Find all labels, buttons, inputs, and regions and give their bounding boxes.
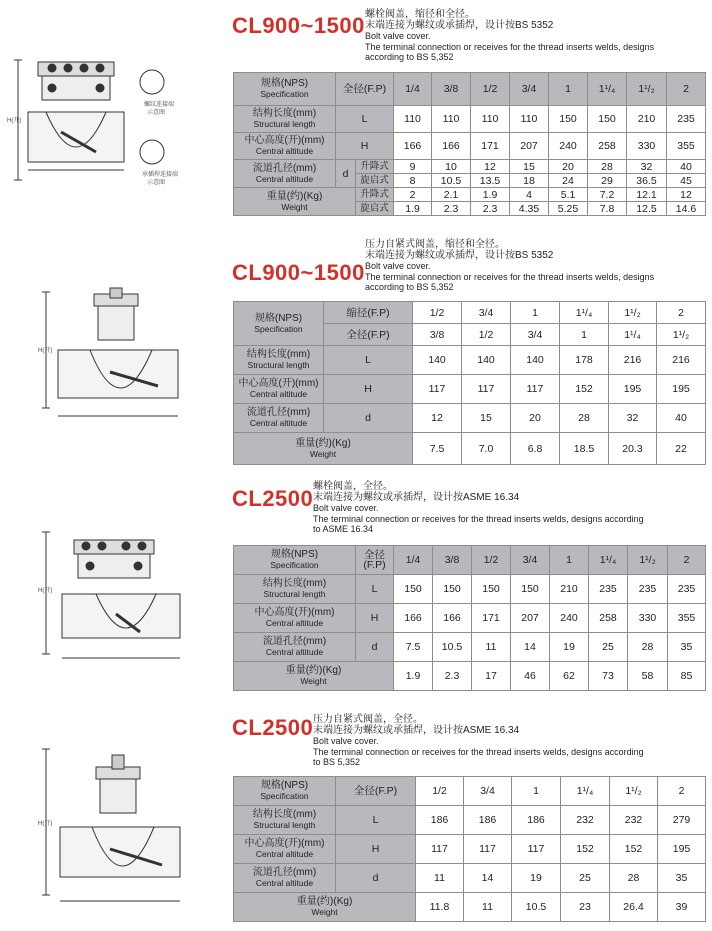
size-cell: 3/4 [462,302,511,324]
value-cell: 8 [394,174,432,188]
value-cell: 330 [628,604,668,633]
spec-label-cn: 规格(NPS) [260,780,309,791]
value-cell: 235 [667,106,706,133]
value-cell: 2.3 [433,662,472,691]
row-label-en: Weight [309,448,337,459]
value-cell: 73 [589,662,628,691]
row-label-cn: 重量(约)(Kg) [266,190,323,202]
value-cell: 9 [394,160,432,174]
value-cell: 23 [561,893,610,922]
value-cell: 210 [627,106,667,133]
value-cell: 13.5 [471,174,510,188]
value-cell: 207 [510,133,549,160]
value-cell: 210 [550,575,589,604]
desc-line: The terminal connection or receives for the thread inserts welds, designs according [313,746,644,757]
row-label-cn: 结构长度(mm) [246,349,311,360]
desc-line: according to BS 5,352 [365,52,454,62]
value-cell: 150 [549,106,588,133]
row-label [234,404,324,433]
desc-line: Bolt valve cover. [313,503,379,513]
row-label [234,864,336,893]
value-cell: 166 [394,604,433,633]
bore-type-label: 全径(F.P) [356,546,394,575]
value-cell: 150 [433,575,472,604]
value-cell: 18 [510,174,549,188]
size-cell: 1¹/₄ [609,324,657,346]
spec-table [233,72,706,216]
value-cell: 150 [472,575,511,604]
spec-table [233,776,706,922]
spec-header-cell [234,777,336,806]
sub-type-label: 旋启式 [356,202,394,216]
desc-line: to ASME 16.34 [313,524,374,534]
value-cell: 2 [394,188,432,202]
value-cell: 258 [588,133,627,160]
value-cell: 10.5 [433,633,472,662]
row-symbol: H [324,375,413,404]
spec-label-cn: 规格(NPS) [270,549,319,560]
value-cell: 58 [628,662,668,691]
section-description [365,240,710,293]
size-cell: 3/8 [433,546,472,575]
value-cell: 85 [668,662,706,691]
row-label-en: Central altitude [255,146,314,156]
size-cell: 1¹/₂ [610,777,658,806]
value-cell: 171 [472,604,511,633]
size-cell: 1/2 [472,546,511,575]
row-label [234,160,336,188]
value-cell: 140 [462,346,511,375]
value-cell: 17 [472,662,511,691]
size-cell: 1/2 [413,302,462,324]
size-cell: 1 [511,302,560,324]
value-cell: 7.0 [462,433,511,465]
value-cell: 29 [588,174,627,188]
value-cell: 10.5 [432,174,471,188]
value-cell: 2.3 [432,202,471,216]
valve-drawing-pressure-seal-cl2500 [40,745,210,925]
value-cell: 110 [510,106,549,133]
size-cell: 1¹/₂ [657,324,706,346]
value-cell: 14.6 [667,202,706,216]
desc-line: 螺栓阀盖，缩径和全径。 [365,9,475,20]
row-label-en: Structural length [247,360,310,370]
row-label-cn: 中心高度(开)(mm) [244,135,325,146]
value-cell: 11 [472,633,511,662]
valve-drawing-pressure-seal [40,288,210,438]
spec-label-en: Specification [270,560,319,570]
spec-label-en: Specification [254,323,303,334]
height-label: H(开) [38,588,53,594]
section-description [313,715,710,768]
size-cell: 3/8 [432,73,471,106]
value-cell: 15 [510,160,549,174]
desc-line: 压力自紧式阀盖，缩径和全径。 [365,239,505,250]
section-description [365,10,710,63]
value-cell: 5.25 [549,202,588,216]
row-symbol: H [356,604,394,633]
value-cell: 2.3 [471,202,510,216]
value-cell: 14 [464,864,512,893]
value-cell: 110 [432,106,471,133]
value-cell: 117 [464,835,512,864]
value-cell: 232 [610,806,658,835]
value-cell: 117 [413,375,462,404]
value-cell: 14 [511,633,550,662]
sub-type-label: 升降式 [356,160,394,174]
value-cell: 4.35 [510,202,549,216]
sub-type-label: 旋启式 [356,174,394,188]
value-cell: 117 [511,375,560,404]
size-cell: 1 [549,73,588,106]
spec-label-en: Specification [260,791,309,801]
note-threaded-sub: 示意图 [147,110,166,116]
note-socket-sub: 示意图 [147,180,166,186]
height-label: H(开) [38,821,53,827]
size-cell: 1/2 [471,73,510,106]
size-cell: 1/4 [394,73,432,106]
spec-table [233,545,706,691]
value-cell: 235 [589,575,628,604]
size-cell: 1 [512,777,561,806]
row-label-en: Central altitude [255,849,314,859]
size-cell: 3/4 [511,324,560,346]
row-symbol: d [336,160,356,188]
value-cell: 40 [667,160,706,174]
value-cell: 45 [667,174,706,188]
value-cell: 216 [657,346,706,375]
value-cell: 11 [464,893,512,922]
value-cell: 195 [657,375,706,404]
value-cell: 186 [512,806,561,835]
value-cell: 152 [561,835,610,864]
desc-line: Bolt valve cover. [365,261,431,271]
value-cell: 24 [549,174,588,188]
value-cell: 11.8 [416,893,464,922]
value-cell: 240 [549,133,588,160]
value-cell: 62 [550,662,589,691]
value-cell: 195 [658,835,706,864]
value-cell: 39 [658,893,706,922]
value-cell: 10.5 [512,893,561,922]
value-cell: 152 [610,835,658,864]
row-label [234,662,394,691]
row-label-cn: 重量(约)(Kg) [295,437,351,449]
value-cell: 12 [667,188,706,202]
value-cell: 235 [668,575,706,604]
row-label-en: Central altitude [255,878,314,888]
section-description [313,482,710,535]
value-cell: 35 [668,633,706,662]
sub-type-label: 升降式 [356,188,394,202]
valve-drawing-bolted-cl2500 [40,528,210,688]
row-label-cn: 结构长度(mm) [252,809,317,820]
value-cell: 195 [609,375,657,404]
row-label-en: Weight [281,201,308,212]
section-cl2500-pressure-seal [0,707,712,931]
size-cell: 1 [560,324,609,346]
desc-line: Bolt valve cover. [313,736,379,746]
row-symbol: d [324,404,413,433]
value-cell: 35 [658,864,706,893]
row-label-cn: 流道孔径(mm) [252,162,317,174]
row-label [234,188,356,216]
value-cell: 12 [413,404,462,433]
value-cell: 150 [511,575,550,604]
height-label: H(开) [7,118,22,124]
value-cell: 166 [432,133,471,160]
row-label-cn: 流道孔径(mm) [252,867,317,878]
row-label-cn: 结构长度(mm) [252,108,317,119]
value-cell: 117 [416,835,464,864]
size-cell: 3/4 [510,73,549,106]
row-label-cn: 中心高度(开)(mm) [254,607,335,618]
size-cell: 1¹/₄ [588,73,627,106]
row-symbol: d [356,633,394,662]
section-title: CL900~1500 [232,260,365,285]
size-cell: 1¹/₂ [627,73,667,106]
value-cell: 117 [462,375,511,404]
value-cell: 12.1 [627,188,667,202]
note-socket: 承插焊连接端 [142,172,179,178]
bore-type-label: 全径(F.P) [324,324,413,346]
row-label [234,893,416,922]
row-symbol: H [336,133,394,160]
value-cell: 19 [550,633,589,662]
row-label-en: Weight [311,907,338,917]
value-cell: 330 [627,133,667,160]
value-cell: 186 [464,806,512,835]
value-cell: 110 [471,106,510,133]
size-cell: 3/4 [464,777,512,806]
row-label [234,835,336,864]
size-cell: 1/2 [462,324,511,346]
desc-line: The terminal connection or receives for the thread inserts welds, designs [365,271,655,282]
spec-label-cn: 规格(NPS) [254,312,303,324]
note-threaded: 螺纹连接端 [144,102,175,108]
section-cl900-pressure-seal [0,236,712,461]
value-cell: 32 [627,160,667,174]
value-cell: 18.5 [560,433,609,465]
value-cell: 1.9 [394,202,432,216]
row-label-en: Central altitude [265,647,324,657]
row-symbol: L [336,106,394,133]
value-cell: 25 [589,633,628,662]
value-cell: 7.2 [588,188,627,202]
desc-line: 末端连接为螺纹或承插焊，设计按BS 5352 [365,19,554,31]
value-cell: 28 [610,864,658,893]
row-symbol: d [336,864,416,893]
value-cell: 22 [657,433,706,465]
row-symbol: L [336,806,416,835]
row-label-en: Central altitude [249,389,308,399]
value-cell: 1.9 [471,188,510,202]
value-cell: 235 [628,575,668,604]
row-label [234,375,324,404]
value-cell: 26.4 [610,893,658,922]
spec-label-cn: 规格(NPS) [260,78,309,89]
section-cl2500-bolted [0,478,712,703]
row-label-cn: 流道孔径(mm) [262,636,327,647]
row-label-cn: 流道孔径(mm) [246,407,311,418]
value-cell: 36.5 [627,174,667,188]
row-label-en: Weight [300,676,327,686]
spec-header-cell [234,73,336,106]
row-label-cn: 重量(约)(Kg) [296,896,353,907]
value-cell: 2.1 [432,188,471,202]
value-cell: 20 [511,404,560,433]
value-cell: 20.3 [609,433,657,465]
value-cell: 166 [433,604,472,633]
value-cell: 11 [416,864,464,893]
desc-line: 末端连接为螺纹或承插焊，设计按BS 5352 [365,249,554,261]
row-label-en: Structural length [253,820,316,830]
row-label [234,106,336,133]
desc-line: according to BS 5,352 [365,282,454,292]
value-cell: 258 [589,604,628,633]
value-cell: 28 [628,633,668,662]
row-label [234,633,356,662]
row-label-en: Central altitude [255,173,314,184]
value-cell: 240 [550,604,589,633]
desc-line: The terminal connection or receives for the thread inserts welds, designs [365,41,655,52]
valve-drawing-bolted [6,52,179,227]
section-cl900-bolted [0,0,712,225]
value-cell: 355 [667,133,706,160]
row-label [234,575,356,604]
section-title: CL2500 [232,715,314,740]
size-cell: 2 [658,777,706,806]
value-cell: 7.8 [588,202,627,216]
size-cell: 2 [668,546,706,575]
height-label: H(开) [38,348,53,354]
value-cell: 110 [394,106,432,133]
value-cell: 25 [561,864,610,893]
spec-header-cell [234,302,324,346]
value-cell: 15 [462,404,511,433]
size-cell: 1¹/₂ [628,546,668,575]
value-cell: 279 [658,806,706,835]
size-cell: 1/4 [394,546,433,575]
row-label [234,604,356,633]
size-cell: 3/4 [511,546,550,575]
value-cell: 140 [511,346,560,375]
row-label-cn: 中心高度(开)(mm) [244,838,325,849]
size-cell: 1/2 [416,777,464,806]
value-cell: 10 [432,160,471,174]
value-cell: 355 [668,604,706,633]
value-cell: 46 [511,662,550,691]
value-cell: 178 [560,346,609,375]
spec-table [233,301,706,465]
size-cell: 2 [667,73,706,106]
value-cell: 7.5 [394,633,433,662]
desc-line: to BS 5,352 [313,757,361,767]
bore-type-label: 全径(F.P) [336,73,394,106]
value-cell: 171 [471,133,510,160]
row-label-cn: 重量(约)(Kg) [285,665,342,676]
desc-line: The terminal connection or receives for the thread inserts welds, designs according [313,513,644,524]
row-label-cn: 中心高度(开)(mm) [238,378,319,389]
value-cell: 150 [588,106,627,133]
value-cell: 140 [413,346,462,375]
value-cell: 152 [560,375,609,404]
row-label [234,133,336,160]
row-symbol: L [324,346,413,375]
value-cell: 19 [512,864,561,893]
value-cell: 166 [394,133,432,160]
size-cell: 3/8 [413,324,462,346]
value-cell: 1.9 [394,662,433,691]
row-label [234,433,413,465]
value-cell: 150 [394,575,433,604]
value-cell: 207 [511,604,550,633]
row-symbol: L [356,575,394,604]
value-cell: 216 [609,346,657,375]
row-label [234,346,324,375]
value-cell: 28 [588,160,627,174]
value-cell: 4 [510,188,549,202]
value-cell: 32 [609,404,657,433]
row-label [234,806,336,835]
size-cell: 2 [657,302,706,324]
value-cell: 20 [549,160,588,174]
desc-line: 末端连接为螺纹或承插焊，设计按ASME 16.34 [313,491,520,503]
row-label-en: Central altitude [265,618,324,628]
desc-line: Bolt valve cover. [365,31,431,41]
spec-header-cell [234,546,356,575]
section-title: CL2500 [232,486,314,511]
spec-label-en: Specification [260,89,309,99]
size-cell: 1¹/₂ [609,302,657,324]
value-cell: 7.5 [413,433,462,465]
desc-line: 压力自紧式阀盖，全径。 [313,714,423,725]
value-cell: 186 [416,806,464,835]
row-label-en: Structural length [253,119,316,129]
row-label-cn: 结构长度(mm) [262,578,327,589]
value-cell: 5.1 [549,188,588,202]
value-cell: 232 [561,806,610,835]
section-title: CL900~1500 [232,13,365,38]
bore-type-label: 全径(F.P) [336,777,416,806]
row-label-en: Structural length [263,589,326,599]
size-cell: 1¹/₄ [560,302,609,324]
value-cell: 117 [512,835,561,864]
value-cell: 12.5 [627,202,667,216]
bore-type-label: 缩径(F.P) [324,302,413,324]
row-symbol: H [336,835,416,864]
desc-line: 末端连接为螺纹或承插焊，设计按ASME 16.34 [313,724,520,736]
size-cell: 1¹/₄ [589,546,628,575]
value-cell: 40 [657,404,706,433]
row-label-en: Central altitude [249,418,308,428]
size-cell: 1¹/₄ [561,777,610,806]
value-cell: 6.8 [511,433,560,465]
desc-line: 螺栓阀盖，全径。 [313,481,393,492]
value-cell: 28 [560,404,609,433]
value-cell: 12 [471,160,510,174]
size-cell: 1 [550,546,589,575]
